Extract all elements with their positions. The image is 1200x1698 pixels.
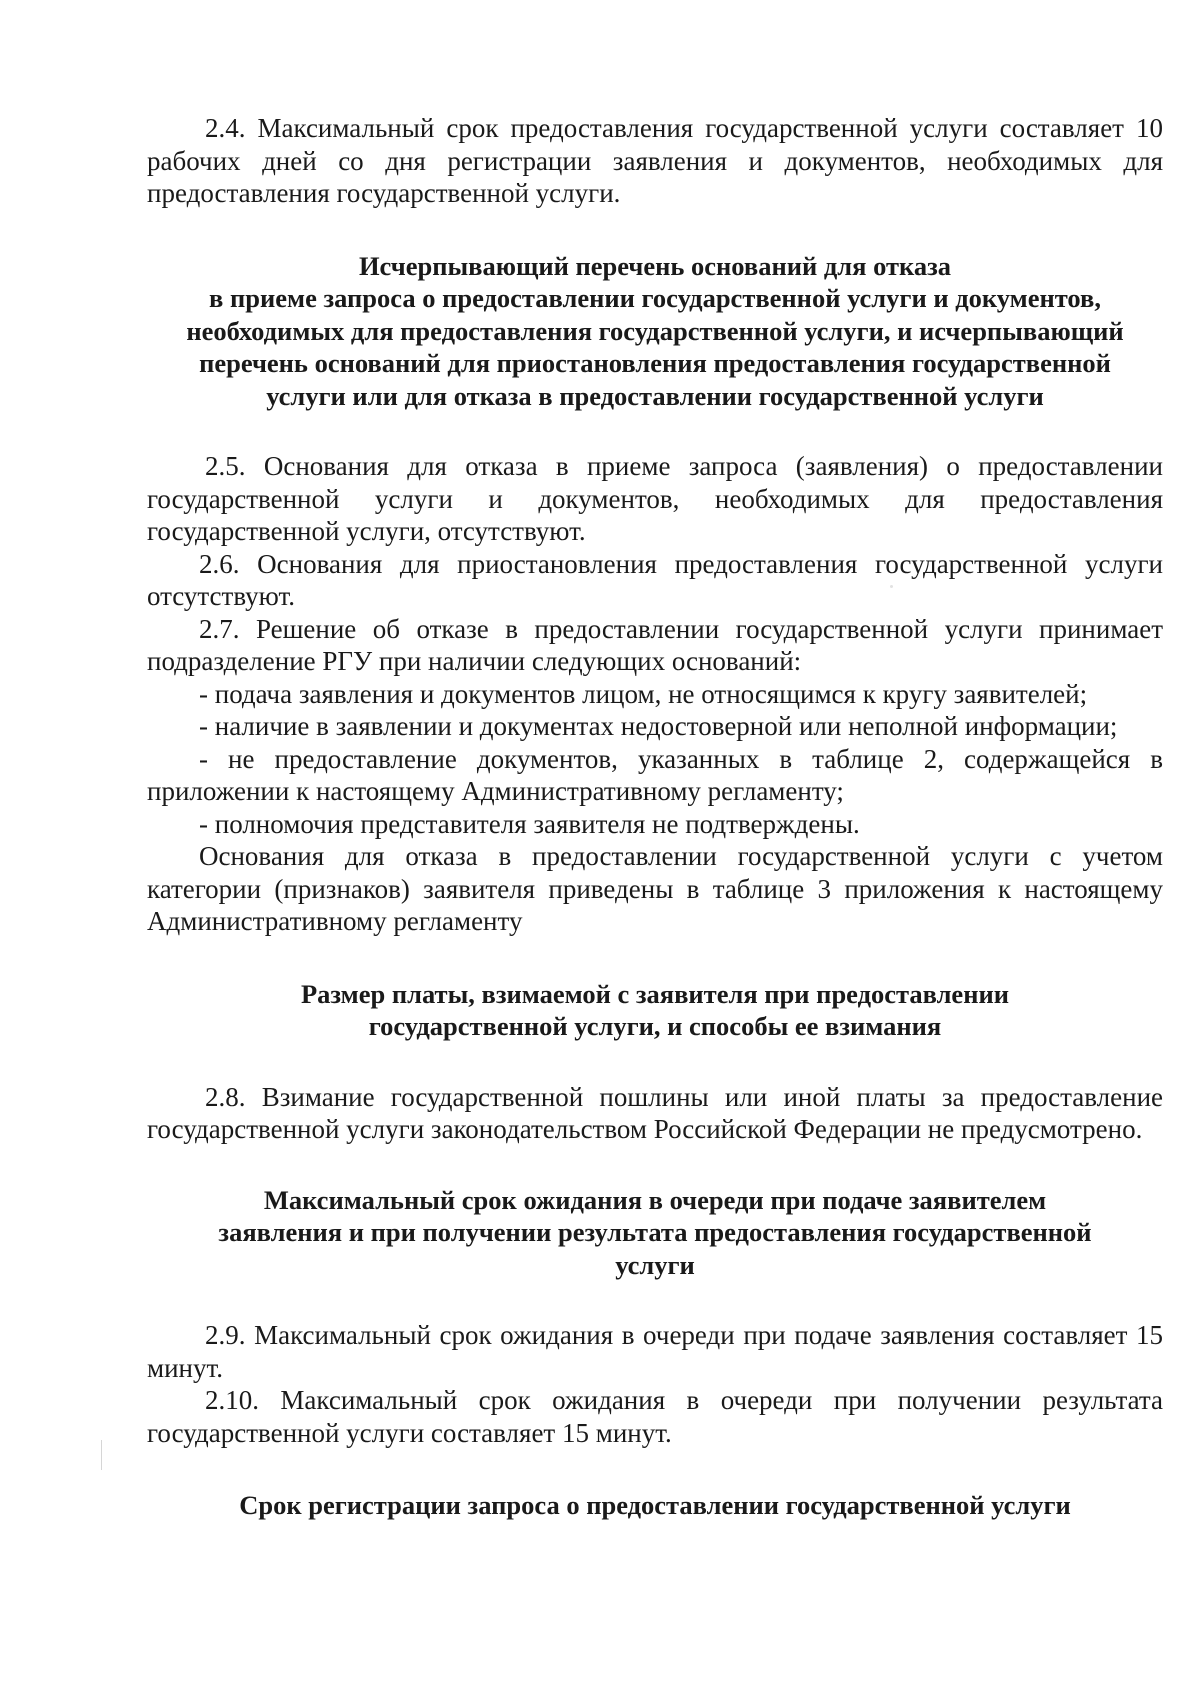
bullet-item: - полномочия представителя заявителя не подтверждены. [199, 808, 860, 839]
heading-line: необходимых для предоставления государственной услуги, и исчерпывающий [186, 315, 1124, 346]
heading-line: Размер платы, взимаемой с заявителя при предоставлении [300, 978, 1010, 1009]
heading-line: Исчерпывающий перечень оснований для отказа [358, 250, 952, 281]
scan-spot [890, 585, 893, 588]
paragraph-2-5: 2.5. Основания для отказа в приеме запроса (заявления) о предоставлении государственной услуги и документов, необходимых для предоставления государственной услуги, отсутствуют. [147, 451, 1163, 546]
heading-fee [147, 978, 1163, 1043]
paragraph-2-6: 2.6. Основания для приостановления предоставления государственной услуги отсутствуют. [147, 548, 1163, 611]
heading-line: Максимальный срок ожидания в очереди при подаче заявителем [263, 1184, 1047, 1215]
paragraph-2-9: 2.9. Максимальный срок ожидания в очереди при подаче заявления составляет 15 минут. [147, 1320, 1163, 1383]
paragraph-2-8: 2.8. Взимание государственной пошлины или иной платы за предоставление государственной услуги законодательством Российской Федерации не предусмотрено. [147, 1081, 1163, 1144]
paragraph-2-4: 2.4. Максимальный срок предоставления государственной услуги составляет 10 рабочих дней со дня регистрации заявления и документов, необходимых для предоставления государственной услуги. [147, 113, 1163, 208]
heading-queue [147, 1184, 1163, 1282]
document-body [147, 112, 1163, 1522]
paragraph-grounds-table: Основания для отказа в предоставлении государственной услуги с учетом категории (признаков) заявителя приведены в таблице 3 приложения к настоящему Административному регламенту [147, 841, 1163, 936]
bullet-item: - подача заявления и документов лицом, не относящимся к кругу заявителей; [199, 678, 1088, 709]
bullet-item: - не предоставление документов, указанных в таблице 2, содержащейся в приложении к настоящему Административному регламенту; [147, 743, 1163, 806]
heading-line: государственной услуги, и способы ее взимания [368, 1011, 942, 1041]
heading-registration: Срок регистрации запроса о предоставлении государственной услуги [239, 1490, 1071, 1520]
heading-line: в приеме запроса о предоставлении государственной услуги и документов, [209, 283, 1101, 313]
heading-line: перечень оснований для приостановления предоставления государственной [199, 348, 1111, 378]
heading-line: услуги [615, 1249, 695, 1280]
scan-edge-mark [101, 1440, 102, 1470]
heading-line: услуги или для отказа в предоставлении государственной услуги [266, 380, 1044, 411]
paragraph-2-10: 2.10. Максимальный срок ожидания в очереди при получении результата государственной услуги составляет 15 минут. [147, 1385, 1163, 1448]
paragraph-2-7: 2.7. Решение об отказе в предоставлении государственной услуги принимает подразделение РГУ при наличии следующих оснований: [147, 613, 1163, 676]
heading-refusal-grounds [147, 250, 1163, 413]
bullet-item: - наличие в заявлении и документах недостоверной или неполной информации; [199, 711, 1118, 741]
heading-line: заявления и при получении результата предоставления государственной [218, 1217, 1092, 1247]
